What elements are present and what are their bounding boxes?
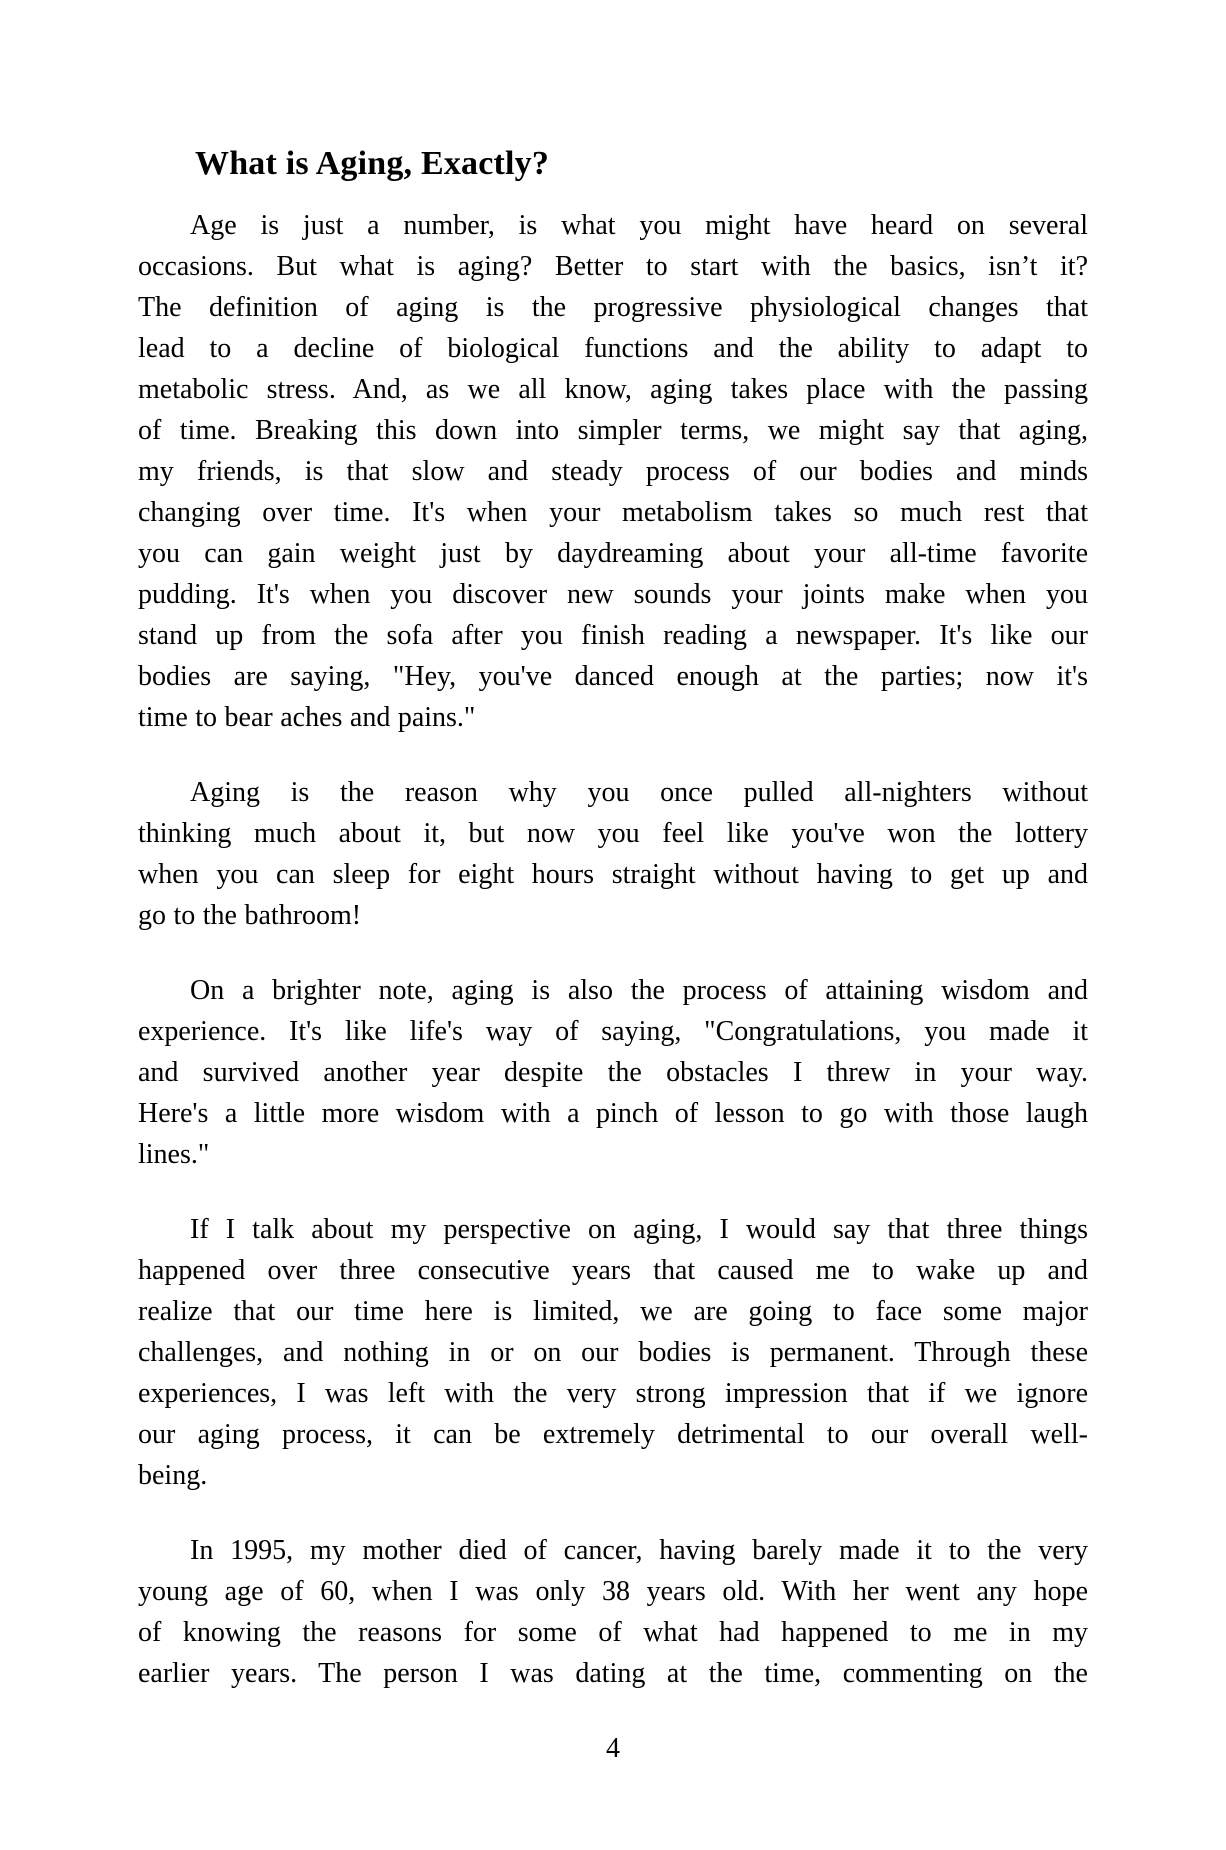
text-line: lines." <box>138 1139 210 1170</box>
paragraph <box>138 970 1088 1175</box>
text-line: happened over three consecutive years that caused me to wake up and <box>138 1255 1088 1286</box>
text-line: time to bear aches and pains." <box>138 702 476 733</box>
text-line: pudding. It's when you discover new sounds your joints make when you <box>138 579 1088 610</box>
text-line: experiences, I was left with the very strong impression that if we ignore <box>138 1378 1088 1409</box>
paragraph <box>138 1209 1088 1496</box>
text-line: when you can sleep for eight hours straight without having to get up and <box>138 859 1088 890</box>
text-line: occasions. But what is aging? Better to start with the basics, isn’t it? <box>138 251 1088 282</box>
text-line: bodies are saying, "Hey, you've danced enough at the parties; now it's <box>138 661 1088 692</box>
text-line: realize that our time here is limited, we are going to face some major <box>138 1296 1088 1327</box>
paragraph <box>138 1530 1088 1694</box>
text-line: young age of 60, when I was only 38 years old. With her went any hope <box>138 1576 1088 1607</box>
text-line: If I talk about my perspective on aging, I would say that three things <box>190 1214 1088 1245</box>
book-page <box>138 0 1088 1769</box>
text-line: metabolic stress. And, as we all know, aging takes place with the passing <box>138 374 1088 405</box>
text-line: you can gain weight just by daydreaming about your all-time favorite <box>138 538 1088 569</box>
text-line: experience. It's like life's way of saying, "Congratulations, you made it <box>138 1016 1088 1047</box>
text-line: The definition of aging is the progressive physiological changes that <box>138 292 1088 323</box>
text-line: thinking much about it, but now you feel like you've won the lottery <box>138 818 1088 849</box>
page-body-text <box>138 205 1088 1694</box>
text-line: and survived another year despite the obstacles I threw in your way. <box>138 1057 1088 1088</box>
text-line: of time. Breaking this down into simpler terms, we might say that aging, <box>138 415 1088 446</box>
text-line: our aging process, it can be extremely detrimental to our overall well- <box>138 1419 1088 1450</box>
paragraph <box>138 772 1088 936</box>
text-line: lead to a decline of biological functions and the ability to adapt to <box>138 333 1088 364</box>
text-line: Here's a little more wisdom with a pinch of lesson to go with those laugh <box>138 1098 1088 1129</box>
text-line: go to the bathroom! <box>138 900 362 931</box>
page-number: 4 <box>606 1733 620 1764</box>
text-line: earlier years. The person I was dating at the time, commenting on the <box>138 1658 1088 1689</box>
text-line: In 1995, my mother died of cancer, having barely made it to the very <box>190 1535 1088 1566</box>
text-line: of knowing the reasons for some of what had happened to me in my <box>138 1617 1088 1648</box>
text-line: Aging is the reason why you once pulled all-nighters without <box>190 777 1088 808</box>
text-line: challenges, and nothing in or on our bodies is permanent. Through these <box>138 1337 1088 1368</box>
text-line: my friends, is that slow and steady process of our bodies and minds <box>138 456 1088 487</box>
text-line: stand up from the sofa after you finish reading a newspaper. It's like our <box>138 620 1088 651</box>
paragraph <box>138 205 1088 738</box>
text-line: changing over time. It's when your metabolism takes so much rest that <box>138 497 1088 528</box>
section-heading: What is Aging, Exactly? <box>195 145 550 182</box>
text-line: On a brighter note, aging is also the process of attaining wisdom and <box>190 975 1088 1006</box>
text-line: Age is just a number, is what you might have heard on several <box>190 210 1088 241</box>
text-line: being. <box>138 1460 208 1491</box>
